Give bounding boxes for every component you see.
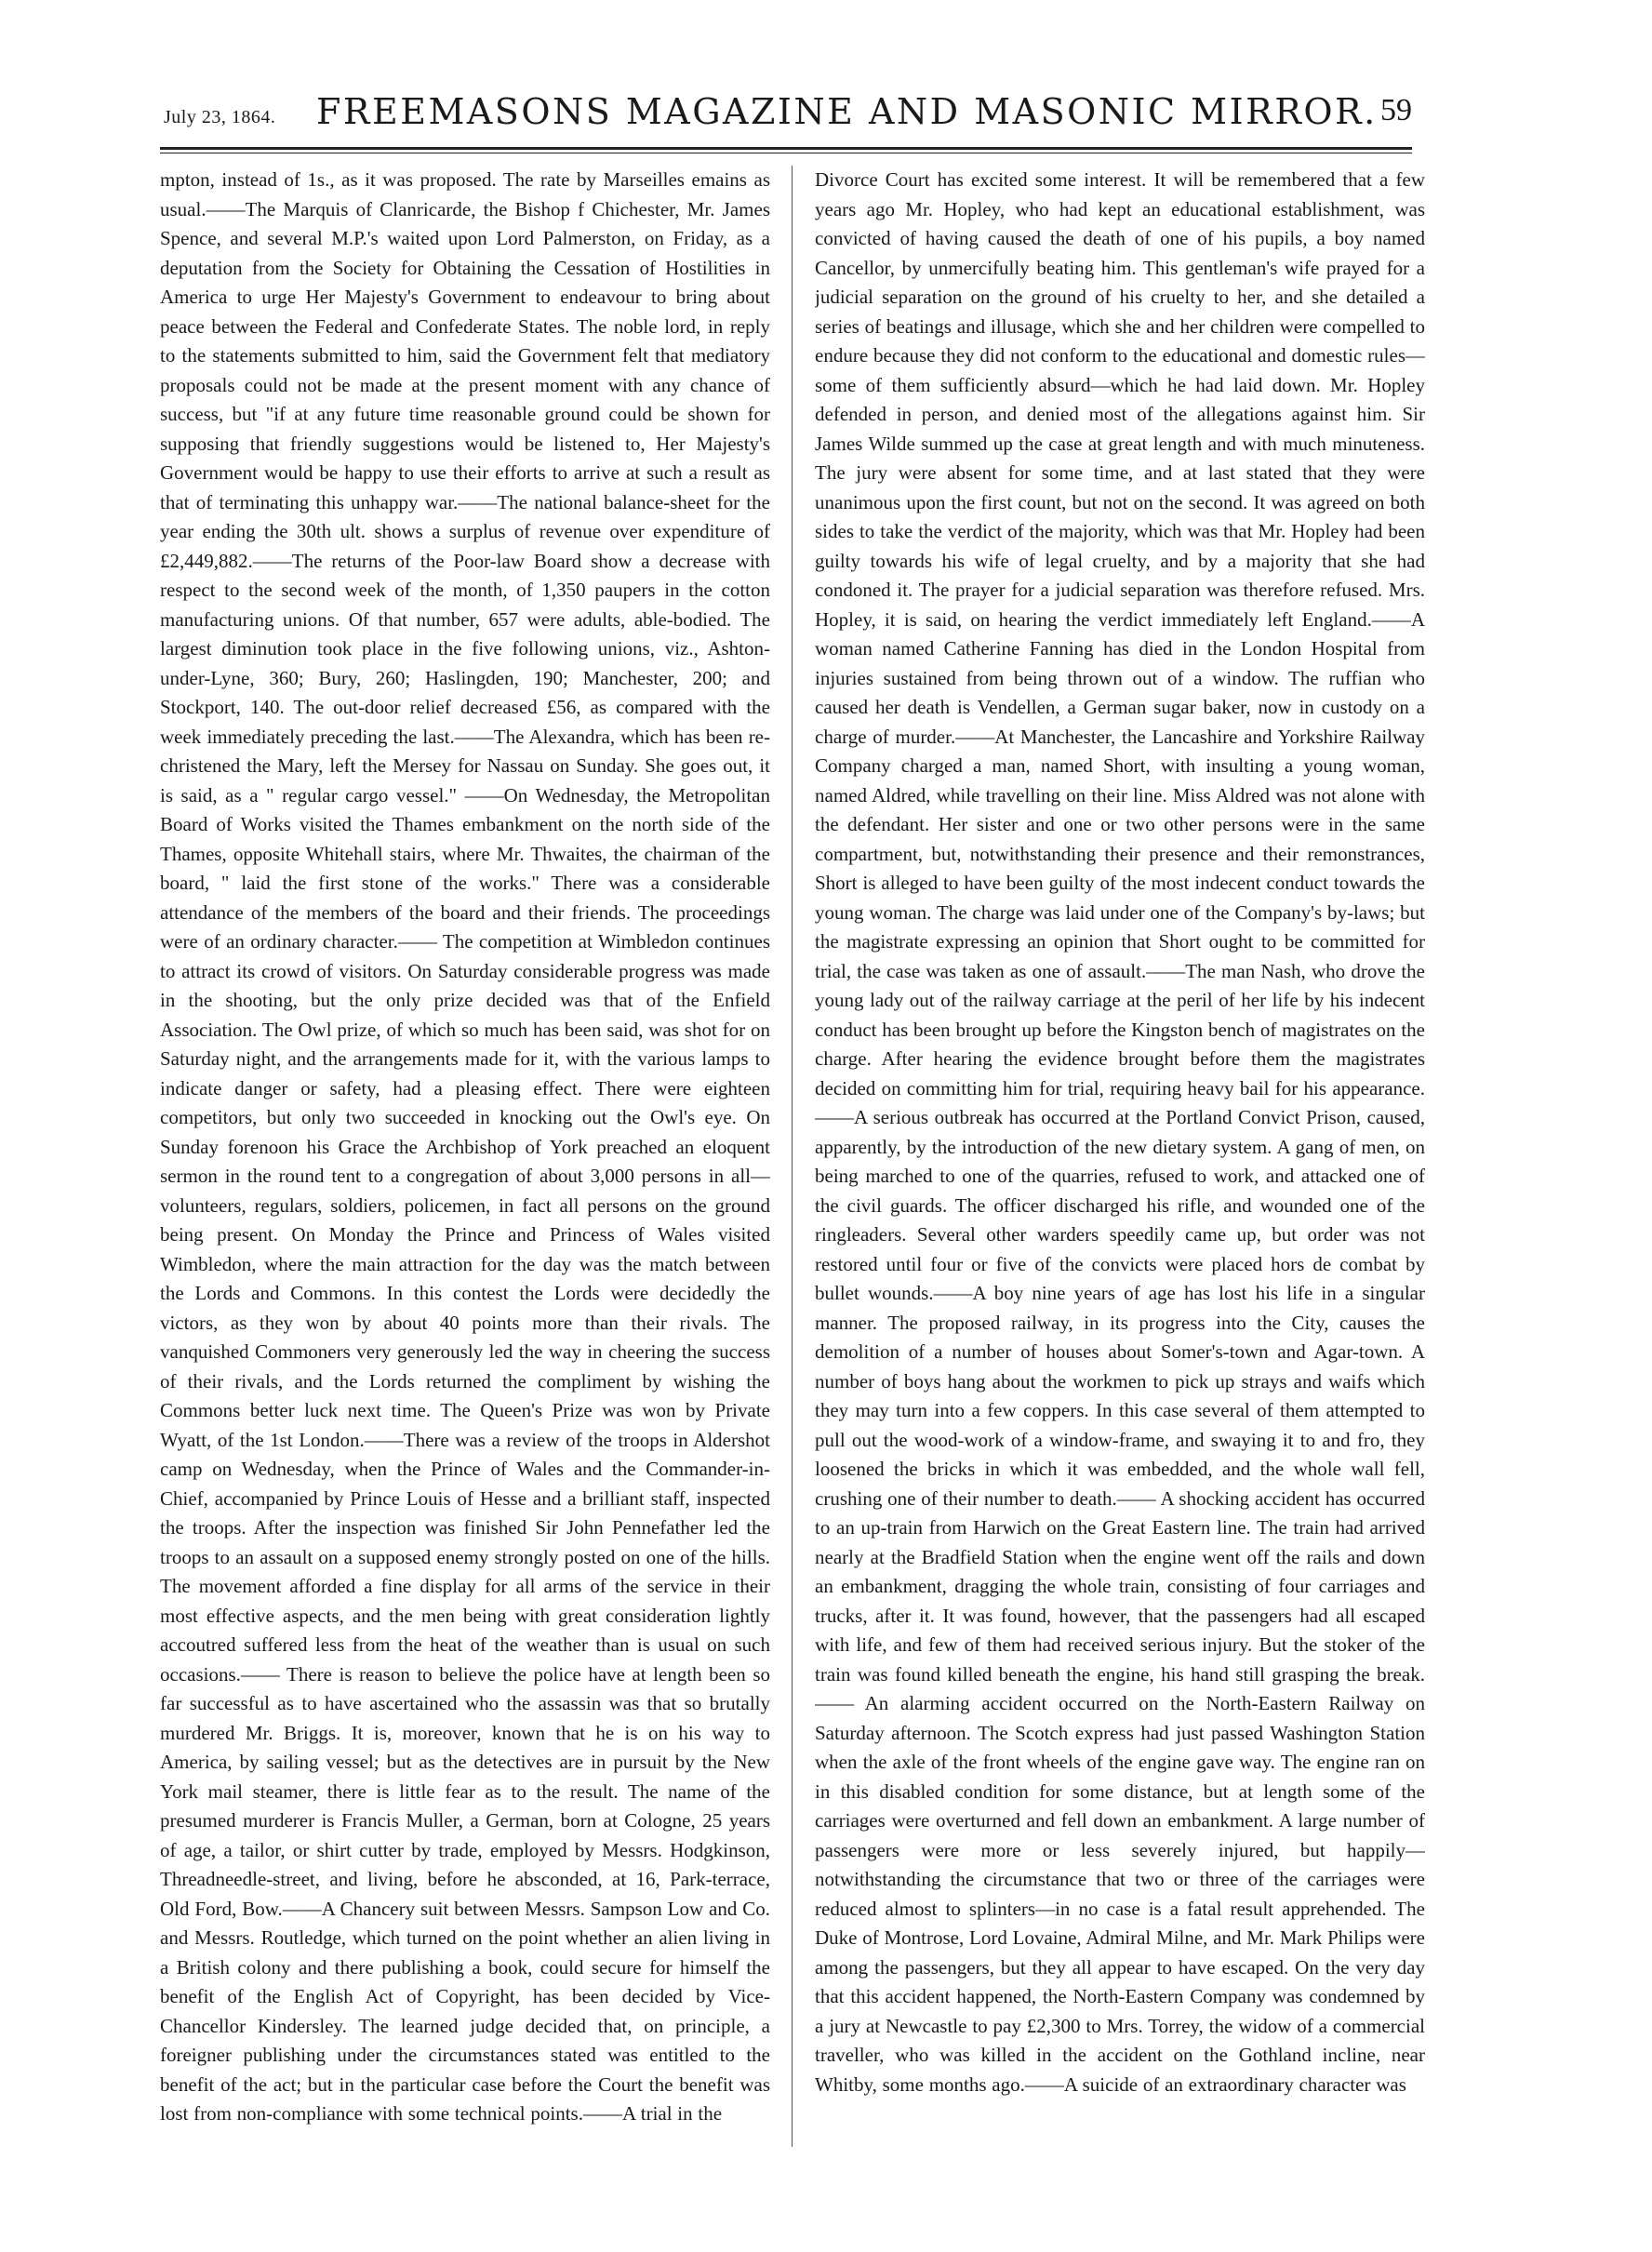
- issue-date: July 23, 1864.: [164, 107, 276, 127]
- header-rule-thick: [160, 147, 1412, 150]
- page-header: [0, 0, 1652, 158]
- masthead-title: FREEMASONS MAGAZINE AND MASONIC MIRROR.: [316, 91, 1378, 132]
- right-column-text: Divorce Court has excited some interest. It will be remembered that a few years ago Mr. Hopley, who had kept an educational establishment, was convicted of having caused the death of one of his pupils, a boy named Cancellor, by unmercifully beating him. This gentleman's wife prayed for a judicial separation on the ground of his cruelty to her, and she detailed a series of beatings and illusage, which she and her children were compelled to endure because they did not conform to the educational and domestic rules—some of them sufficiently absurd—which he had laid down. Mr. Hopley defended in person, and denied most of the allegations against him. Sir James Wilde summed up the case at great length and with much minuteness. The jury were absent for some time, and at last stated that they were unanimous upon the first count, but not on the second. It was agreed on both sides to take the verdict of the majority, which was that Mr. Hopley had been guilty towards his wife of legal cruelty, and by a majority that she had condoned it. The prayer for a judicial separation was therefore refused. Mrs. Hopley, it is said, on hearing the verdict immediately left England.——A woman named Catherine Fanning has died in the London Hospital from injuries sustained from being thrown out of a window. The ruffian who caused her death is Vendellen, a German sugar baker, now in custody on a charge of murder.——At Manchester, the Lancashire and Yorkshire Railway Company charged a man, named Short, with insulting a young woman, named Aldred, while travelling on their line. Miss Aldred was not alone with the defendant. Her sister and one or two other persons were in the same compartment, but, notwithstanding their presence and their remonstrances, Short is alleged to have been guilty of the most indecent conduct towards the young woman. The charge was laid under one of the Company's by-laws; but the magistrate expressing an opinion that Short ought to be committed for trial, the case was taken as one of assault.——The man Nash, who drove the young lady out of the railway carriage at the peril of her life by his indecent conduct has been brought up before the Kingston bench of magistrates on the charge. After hearing the evidence brought before them the magistrates decided on committing him for trial, requiring heavy bail for his appearance.——A serious outbreak has occurred at the Portland Convict Prison, caused, apparently, by the introduction of the new dietary system. A gang of men, on being marched to one of the quarries, refused to work, and attacked one of the civil guards. The officer discharged his rifle, and wounded one of the ringleaders. Several other warders speedily came up, but order was not restored until four or five of the convicts were placed hors de combat by bullet wounds.——A boy nine years of age has lost his life in a singular manner. The proposed railway, in its progress into the City, causes the demolition of a number of houses about Somer's-town and Agar-town. A number of boys hang about the workmen to pick up strays and waifs which they may turn into a few coppers. In this case several of them attempted to pull out the wood-work of a window-frame, and swaying it to and fro, they loosened the bricks in which it was embedded, and the whole wall fell, crushing one of their number to death.—— A shocking accident has occurred to an up-train from Harwich on the Great Eastern line. The train had arrived nearly at the Bradfield Station when the engine went off the rails and down an embankment, dragging the whole train, consisting of four carriages and trucks, after it. It was found, however, that the passengers had all escaped with life, and few of them had received serious injury. But the stoker of the train was found killed beneath the engine, his hand still grasping the break.—— An alarming accident occurred on the North-Eastern Railway on Saturday afternoon. The Scotch express had just passed Washington Station when the axle of the front wheels of the engine gave way. The engine ran on in this disabled condition for some distance, but at length some of the carriages were overturned and fell down an embankment. A large number of passengers were more or less severely injured, but happily— notwithstanding the circumstance that two or three of the carriages were reduced almost to splinters—in no case is a fatal result apprehended. The Duke of Montrose, Lord Lovaine, Admiral Milne, and Mr. Mark Philips were among the passengers, but they all appear to have escaped. On the very day that this accident happened, the North-Eastern Company was condemned by a jury at Newcastle to pay £2,300 to Mrs. Torrey, the widow of a commercial traveller, who was killed in the accident on the Gothland incline, near Whitby, some months ago.——A suicide of an extraordinary character was: [815, 168, 1425, 2096]
- column-divider: [792, 166, 793, 2147]
- left-column-text: mpton, instead of 1s., as it was proposed. The rate by Marseilles emains as usual.——The Marquis of Clanricarde, the Bishop f Chichester, Mr. James Spence, and several M.P.'s waited upon Lord Palmerston, on Friday, as a deputation from the Society for Obtaining the Cessation of Hostilities in America to urge Her Majesty's Government to endeavour to bring about peace between the Federal and Confederate States. The noble lord, in reply to the statements submitted to him, said the Government felt that mediatory proposals could not be made at the present moment with any chance of success, but "if at any future time reasonable ground could be shown for supposing that friendly suggestions would be listened to, Her Majesty's Government would be happy to use their efforts to arrive at such a result as that of terminating this unhappy war.——The national balance-sheet for the year ending the 30th ult. shows a surplus of revenue over expenditure of £2,449,882.——The returns of the Poor-law Board show a decrease with respect to the second week of the month, of 1,350 paupers in the cotton manufacturing unions. Of that number, 657 were adults, able-bodied. The largest diminution took place in the five following unions, viz., Ashton-under-Lyne, 360; Bury, 260; Haslingden, 190; Manchester, 200; and Stockport, 140. The out-door relief decreased £56, as compared with the week immediately preceding the last.——The Alexandra, which has been re-christened the Mary, left the Mersey for Nassau on Sunday. She goes out, it is said, as a " regular cargo vessel." ——On Wednesday, the Metropolitan Board of Works visited the Thames embankment on the north side of the Thames, opposite Whitehall stairs, where Mr. Thwaites, the chairman of the board, " laid the first stone of the works." There was a considerable attendance of the members of the board and their friends. The proceedings were of an ordinary character.—— The competition at Wimbledon continues to attract its crowd of visitors. On Saturday considerable progress was made in the shooting, but the only prize decided was that of the Enfield Association. The Owl prize, of which so much has been said, was shot for on Saturday night, and the arrangements made for it, with the various lamps to indicate danger or safety, had a pleasing effect. There were eighteen competitors, but only two succeeded in knocking out the Owl's eye. On Sunday forenoon his Grace the Archbishop of York preached an eloquent sermon in the round tent to a congregation of about 3,000 persons in all—volunteers, regulars, soldiers, policemen, in fact all persons on the ground being present. On Monday the Prince and Princess of Wales visited Wimbledon, where the main attraction for the day was the match between the Lords and Commons. In this contest the Lords were decidedly the victors, as they won by about 40 points more than their rivals. The vanquished Commoners very generously led the way in cheering the success of their rivals, and the Lords returned the compliment by wishing the Commons better luck next time. The Queen's Prize was won by Private Wyatt, of the 1st London.——There was a review of the troops in Aldershot camp on Wednesday, when the Prince of Wales and the Commander-in-Chief, accompanied by Prince Louis of Hesse and a brilliant staff, inspected the troops. After the inspection was finished Sir John Pennefather led the troops to an assault on a supposed enemy strongly posted on one of the hills. The movement afforded a fine display for all arms of the service in their most effective aspects, and the men being with great consideration lightly accoutred suffered less from the heat of the weather than is usual on such occasions.—— There is reason to believe the police have at length been so far successful as to have ascertained who the assassin was that so brutally murdered Mr. Briggs. It is, moreover, known that he is on his way to America, by sailing vessel; but as the detectives are in pursuit by the New York mail steamer, there is little fear as to the result. The name of the presumed murderer is Francis Muller, a German, born at Cologne, 25 years of age, a tailor, or shirt cutter by trade, employed by Messrs. Hodgkinson, Threadneedle-street, and living, before he absconded, at 16, Park-terrace, Old Ford, Bow.——A Chancery suit between Messrs. Sampson Low and Co. and Messrs. Routledge, which turned on the point whether an alien living in a British colony and there publishing a book, could secure for himself the benefit of the English Act of Copyright, has been decided by Vice-Chancellor Kindersley. The learned judge decided that, on principle, a foreigner publishing under the circumstances stated was entitled to the benefit of the act; but in the particular case before the Court the benefit was lost from non-compliance with some technical points.——A trial in the: [160, 168, 770, 2125]
- right-column: [815, 166, 1425, 2152]
- page-number: 59: [1380, 93, 1412, 127]
- left-column: [160, 166, 770, 2152]
